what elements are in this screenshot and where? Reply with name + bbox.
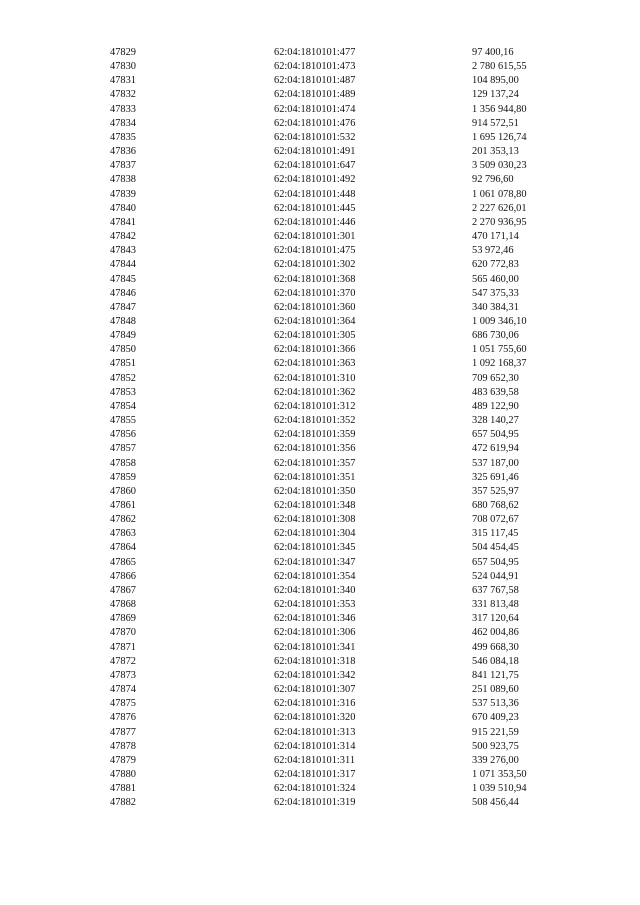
cadastral-value: 3 509 030,23 — [472, 160, 527, 172]
cadastral-value: 524 044,91 — [472, 570, 519, 582]
cadastral-value: 317 120,64 — [472, 613, 519, 625]
cadastral-number: 62:04:1810101:318 — [274, 655, 356, 667]
cadastral-number: 62:04:1810101:307 — [274, 684, 356, 696]
cadastral-value: 489 122,90 — [472, 400, 519, 412]
cadastral-value: 1 092 168,37 — [472, 358, 527, 370]
cadastral-number: 62:04:1810101:487 — [274, 75, 356, 87]
cadastral-value: 686 730,06 — [472, 330, 519, 342]
cadastral-value: 546 084,18 — [472, 655, 519, 667]
cadastral-value: 547 375,33 — [472, 287, 519, 299]
cadastral-number: 62:04:1810101:368 — [274, 273, 356, 285]
cadastral-number: 62:04:1810101:316 — [274, 698, 356, 710]
cadastral-value: 129 137,24 — [472, 89, 519, 101]
cadastral-value: 1 051 755,60 — [472, 344, 527, 356]
cadastral-number: 62:04:1810101:308 — [274, 514, 356, 526]
cadastral-number: 62:04:1810101:324 — [274, 783, 356, 795]
table-row — [110, 442, 550, 456]
table-row — [110, 117, 550, 131]
cadastral-number: 62:04:1810101:347 — [274, 556, 356, 568]
table-row — [110, 768, 550, 782]
row-number: 47843 — [110, 245, 136, 257]
row-number: 47869 — [110, 613, 136, 625]
row-number: 47847 — [110, 301, 136, 313]
table-row — [110, 541, 550, 555]
cadastral-value: 97 400,16 — [472, 47, 514, 58]
row-number: 47839 — [110, 188, 136, 200]
table-row — [110, 315, 550, 329]
cadastral-number: 62:04:1810101:306 — [274, 627, 356, 639]
table-row — [110, 88, 550, 102]
table-row — [110, 598, 550, 612]
cadastral-number: 62:04:1810101:301 — [274, 231, 356, 243]
cadastral-number: 62:04:1810101:370 — [274, 287, 356, 299]
cadastral-number: 62:04:1810101:647 — [274, 160, 356, 172]
cadastral-value: 328 140,27 — [472, 415, 519, 427]
row-number: 47849 — [110, 330, 136, 342]
cadastral-number: 62:04:1810101:489 — [274, 89, 356, 101]
row-number: 47871 — [110, 641, 136, 653]
table-row — [110, 669, 550, 683]
table-row — [110, 471, 550, 485]
cadastral-value: 841 121,75 — [472, 669, 519, 681]
row-number: 47845 — [110, 273, 136, 285]
row-number: 47868 — [110, 599, 136, 611]
cadastral-value: 1 071 353,50 — [472, 768, 527, 780]
cadastral-value: 1 061 078,80 — [472, 188, 527, 200]
row-number: 47837 — [110, 160, 136, 172]
cadastral-number: 62:04:1810101:476 — [274, 117, 356, 129]
cadastral-number: 62:04:1810101:342 — [274, 669, 356, 681]
cadastral-value: 1 356 944,80 — [472, 103, 527, 115]
row-number: 47842 — [110, 231, 136, 243]
cadastral-value: 620 772,83 — [472, 259, 519, 271]
row-number: 47864 — [110, 542, 136, 554]
table-row — [110, 414, 550, 428]
cadastral-number: 62:04:1810101:305 — [274, 330, 356, 342]
cadastral-number: 62:04:1810101:445 — [274, 202, 356, 214]
table-row — [110, 159, 550, 173]
cadastral-value-table — [110, 46, 550, 810]
cadastral-value: 2 780 615,55 — [472, 61, 527, 73]
table-row — [110, 570, 550, 584]
row-number: 47867 — [110, 584, 136, 596]
table-row — [110, 131, 550, 145]
table-row — [110, 46, 550, 60]
row-number: 47862 — [110, 514, 136, 526]
cadastral-value: 1 009 346,10 — [472, 315, 527, 327]
table-row — [110, 754, 550, 768]
cadastral-number: 62:04:1810101:311 — [274, 754, 356, 766]
row-number: 47875 — [110, 698, 136, 710]
cadastral-number: 62:04:1810101:364 — [274, 315, 356, 327]
row-number: 47863 — [110, 528, 136, 540]
table-row — [110, 556, 550, 570]
cadastral-value: 499 668,30 — [472, 641, 519, 653]
row-number: 47836 — [110, 146, 136, 158]
cadastral-number: 62:04:1810101:350 — [274, 485, 356, 497]
table-row — [110, 244, 550, 258]
table-row — [110, 372, 550, 386]
table-row — [110, 499, 550, 513]
cadastral-number: 62:04:1810101:360 — [274, 301, 356, 313]
cadastral-value: 1 695 126,74 — [472, 131, 527, 143]
cadastral-number: 62:04:1810101:448 — [274, 188, 356, 200]
cadastral-number: 62:04:1810101:353 — [274, 599, 356, 611]
cadastral-value: 500 923,75 — [472, 740, 519, 752]
row-number: 47846 — [110, 287, 136, 299]
table-row — [110, 188, 550, 202]
table-row — [110, 60, 550, 74]
table-row — [110, 329, 550, 343]
cadastral-value: 315 117,45 — [472, 528, 519, 540]
table-row — [110, 343, 550, 357]
table-row — [110, 726, 550, 740]
cadastral-value: 251 089,60 — [472, 684, 519, 696]
row-number: 47840 — [110, 202, 136, 214]
cadastral-number: 62:04:1810101:348 — [274, 500, 356, 511]
cadastral-value: 104 895,00 — [472, 75, 519, 87]
table-row — [110, 457, 550, 471]
cadastral-number: 62:04:1810101:304 — [274, 528, 356, 540]
cadastral-value: 708 072,67 — [472, 514, 519, 526]
cadastral-value: 483 639,58 — [472, 386, 519, 398]
row-number: 47874 — [110, 684, 136, 696]
table-row — [110, 485, 550, 499]
row-number: 47879 — [110, 754, 136, 766]
cadastral-value: 508 456,44 — [472, 797, 519, 809]
cadastral-value: 472 619,94 — [472, 443, 519, 455]
row-number: 47873 — [110, 669, 136, 681]
cadastral-value: 2 270 936,95 — [472, 216, 527, 228]
table-row — [110, 782, 550, 796]
row-number: 47882 — [110, 797, 136, 809]
row-number: 47831 — [110, 75, 136, 87]
row-number: 47870 — [110, 627, 136, 639]
cadastral-number: 62:04:1810101:340 — [274, 584, 356, 596]
cadastral-value: 462 004,86 — [472, 627, 519, 639]
cadastral-number: 62:04:1810101:320 — [274, 712, 356, 724]
cadastral-number: 62:04:1810101:312 — [274, 400, 356, 412]
cadastral-number: 62:04:1810101:352 — [274, 415, 356, 427]
cadastral-number: 62:04:1810101:363 — [274, 358, 356, 370]
cadastral-value: 914 572,51 — [472, 117, 519, 129]
row-number: 47838 — [110, 174, 136, 186]
table-row — [110, 428, 550, 442]
table-row — [110, 612, 550, 626]
cadastral-number: 62:04:1810101:341 — [274, 641, 356, 653]
table-row — [110, 386, 550, 400]
cadastral-value: 92 796,60 — [472, 174, 514, 186]
row-number: 47856 — [110, 429, 136, 441]
row-number: 47881 — [110, 783, 136, 795]
cadastral-value: 709 652,30 — [472, 372, 519, 384]
table-row — [110, 357, 550, 371]
cadastral-number: 62:04:1810101:356 — [274, 443, 356, 455]
row-number: 47833 — [110, 103, 136, 115]
cadastral-value: 2 227 626,01 — [472, 202, 527, 214]
row-number: 47880 — [110, 768, 136, 780]
row-number: 47841 — [110, 216, 136, 228]
cadastral-number: 62:04:1810101:351 — [274, 471, 356, 483]
cadastral-value: 680 768,62 — [472, 500, 519, 511]
cadastral-value: 340 384,31 — [472, 301, 519, 313]
cadastral-value: 657 504,95 — [472, 556, 519, 568]
cadastral-number: 62:04:1810101:473 — [274, 61, 356, 73]
cadastral-number: 62:04:1810101:477 — [274, 47, 356, 58]
table-row — [110, 697, 550, 711]
cadastral-number: 62:04:1810101:474 — [274, 103, 356, 115]
cadastral-value: 325 691,46 — [472, 471, 519, 483]
cadastral-value: 915 221,59 — [472, 726, 519, 738]
table-row — [110, 655, 550, 669]
cadastral-number: 62:04:1810101:357 — [274, 457, 356, 469]
row-number: 47835 — [110, 131, 136, 143]
cadastral-value: 657 504,95 — [472, 429, 519, 441]
table-row — [110, 513, 550, 527]
cadastral-value: 504 454,45 — [472, 542, 519, 554]
cadastral-value: 331 813,48 — [472, 599, 519, 611]
cadastral-number: 62:04:1810101:313 — [274, 726, 356, 738]
row-number: 47830 — [110, 61, 136, 73]
cadastral-value: 53 972,46 — [472, 245, 514, 257]
row-number: 47865 — [110, 556, 136, 568]
cadastral-number: 62:04:1810101:492 — [274, 174, 356, 186]
table-row — [110, 103, 550, 117]
cadastral-number: 62:04:1810101:362 — [274, 386, 356, 398]
table-row — [110, 216, 550, 230]
row-number: 47858 — [110, 457, 136, 469]
row-number: 47877 — [110, 726, 136, 738]
cadastral-value: 537 187,00 — [472, 457, 519, 469]
cadastral-value: 537 513,36 — [472, 698, 519, 710]
cadastral-number: 62:04:1810101:446 — [274, 216, 356, 228]
row-number: 47857 — [110, 443, 136, 455]
cadastral-number: 62:04:1810101:310 — [274, 372, 356, 384]
row-number: 47850 — [110, 344, 136, 356]
cadastral-number: 62:04:1810101:475 — [274, 245, 356, 257]
row-number: 47872 — [110, 655, 136, 667]
row-number: 47848 — [110, 315, 136, 327]
cadastral-number: 62:04:1810101:345 — [274, 542, 356, 554]
table-row — [110, 287, 550, 301]
cadastral-number: 62:04:1810101:346 — [274, 613, 356, 625]
row-number: 47866 — [110, 570, 136, 582]
table-row — [110, 400, 550, 414]
cadastral-number: 62:04:1810101:317 — [274, 768, 356, 780]
row-number: 47859 — [110, 471, 136, 483]
cadastral-value: 565 460,00 — [472, 273, 519, 285]
table-row — [110, 173, 550, 187]
cadastral-number: 62:04:1810101:354 — [274, 570, 356, 582]
cadastral-value: 470 171,14 — [472, 231, 519, 243]
row-number: 47878 — [110, 740, 136, 752]
row-number: 47860 — [110, 485, 136, 497]
row-number: 47855 — [110, 415, 136, 427]
cadastral-value: 357 525,97 — [472, 485, 519, 497]
cadastral-number: 62:04:1810101:314 — [274, 740, 356, 752]
table-row — [110, 584, 550, 598]
cadastral-number: 62:04:1810101:319 — [274, 797, 356, 809]
table-row — [110, 626, 550, 640]
cadastral-number: 62:04:1810101:532 — [274, 131, 356, 143]
row-number: 47852 — [110, 372, 136, 384]
table-row — [110, 796, 550, 810]
cadastral-number: 62:04:1810101:359 — [274, 429, 356, 441]
table-row — [110, 74, 550, 88]
table-row — [110, 145, 550, 159]
row-number: 47876 — [110, 712, 136, 724]
table-row — [110, 740, 550, 754]
table-row — [110, 258, 550, 272]
row-number: 47861 — [110, 500, 136, 511]
row-number: 47854 — [110, 400, 136, 412]
row-number: 47844 — [110, 259, 136, 271]
table-row — [110, 202, 550, 216]
row-number: 47851 — [110, 358, 136, 370]
cadastral-value: 1 039 510,94 — [472, 783, 527, 795]
row-number: 47834 — [110, 117, 136, 129]
table-row — [110, 641, 550, 655]
cadastral-value: 201 353,13 — [472, 146, 519, 158]
row-number: 47832 — [110, 89, 136, 101]
table-row — [110, 230, 550, 244]
row-number: 47829 — [110, 47, 136, 58]
table-row — [110, 273, 550, 287]
cadastral-value: 637 767,58 — [472, 584, 519, 596]
cadastral-value: 670 409,23 — [472, 712, 519, 724]
table-row — [110, 301, 550, 315]
cadastral-value: 339 276,00 — [472, 754, 519, 766]
cadastral-number: 62:04:1810101:366 — [274, 344, 356, 356]
table-row — [110, 527, 550, 541]
table-row — [110, 683, 550, 697]
cadastral-number: 62:04:1810101:302 — [274, 259, 356, 271]
table-row — [110, 711, 550, 725]
row-number: 47853 — [110, 386, 136, 398]
cadastral-number: 62:04:1810101:491 — [274, 146, 356, 158]
